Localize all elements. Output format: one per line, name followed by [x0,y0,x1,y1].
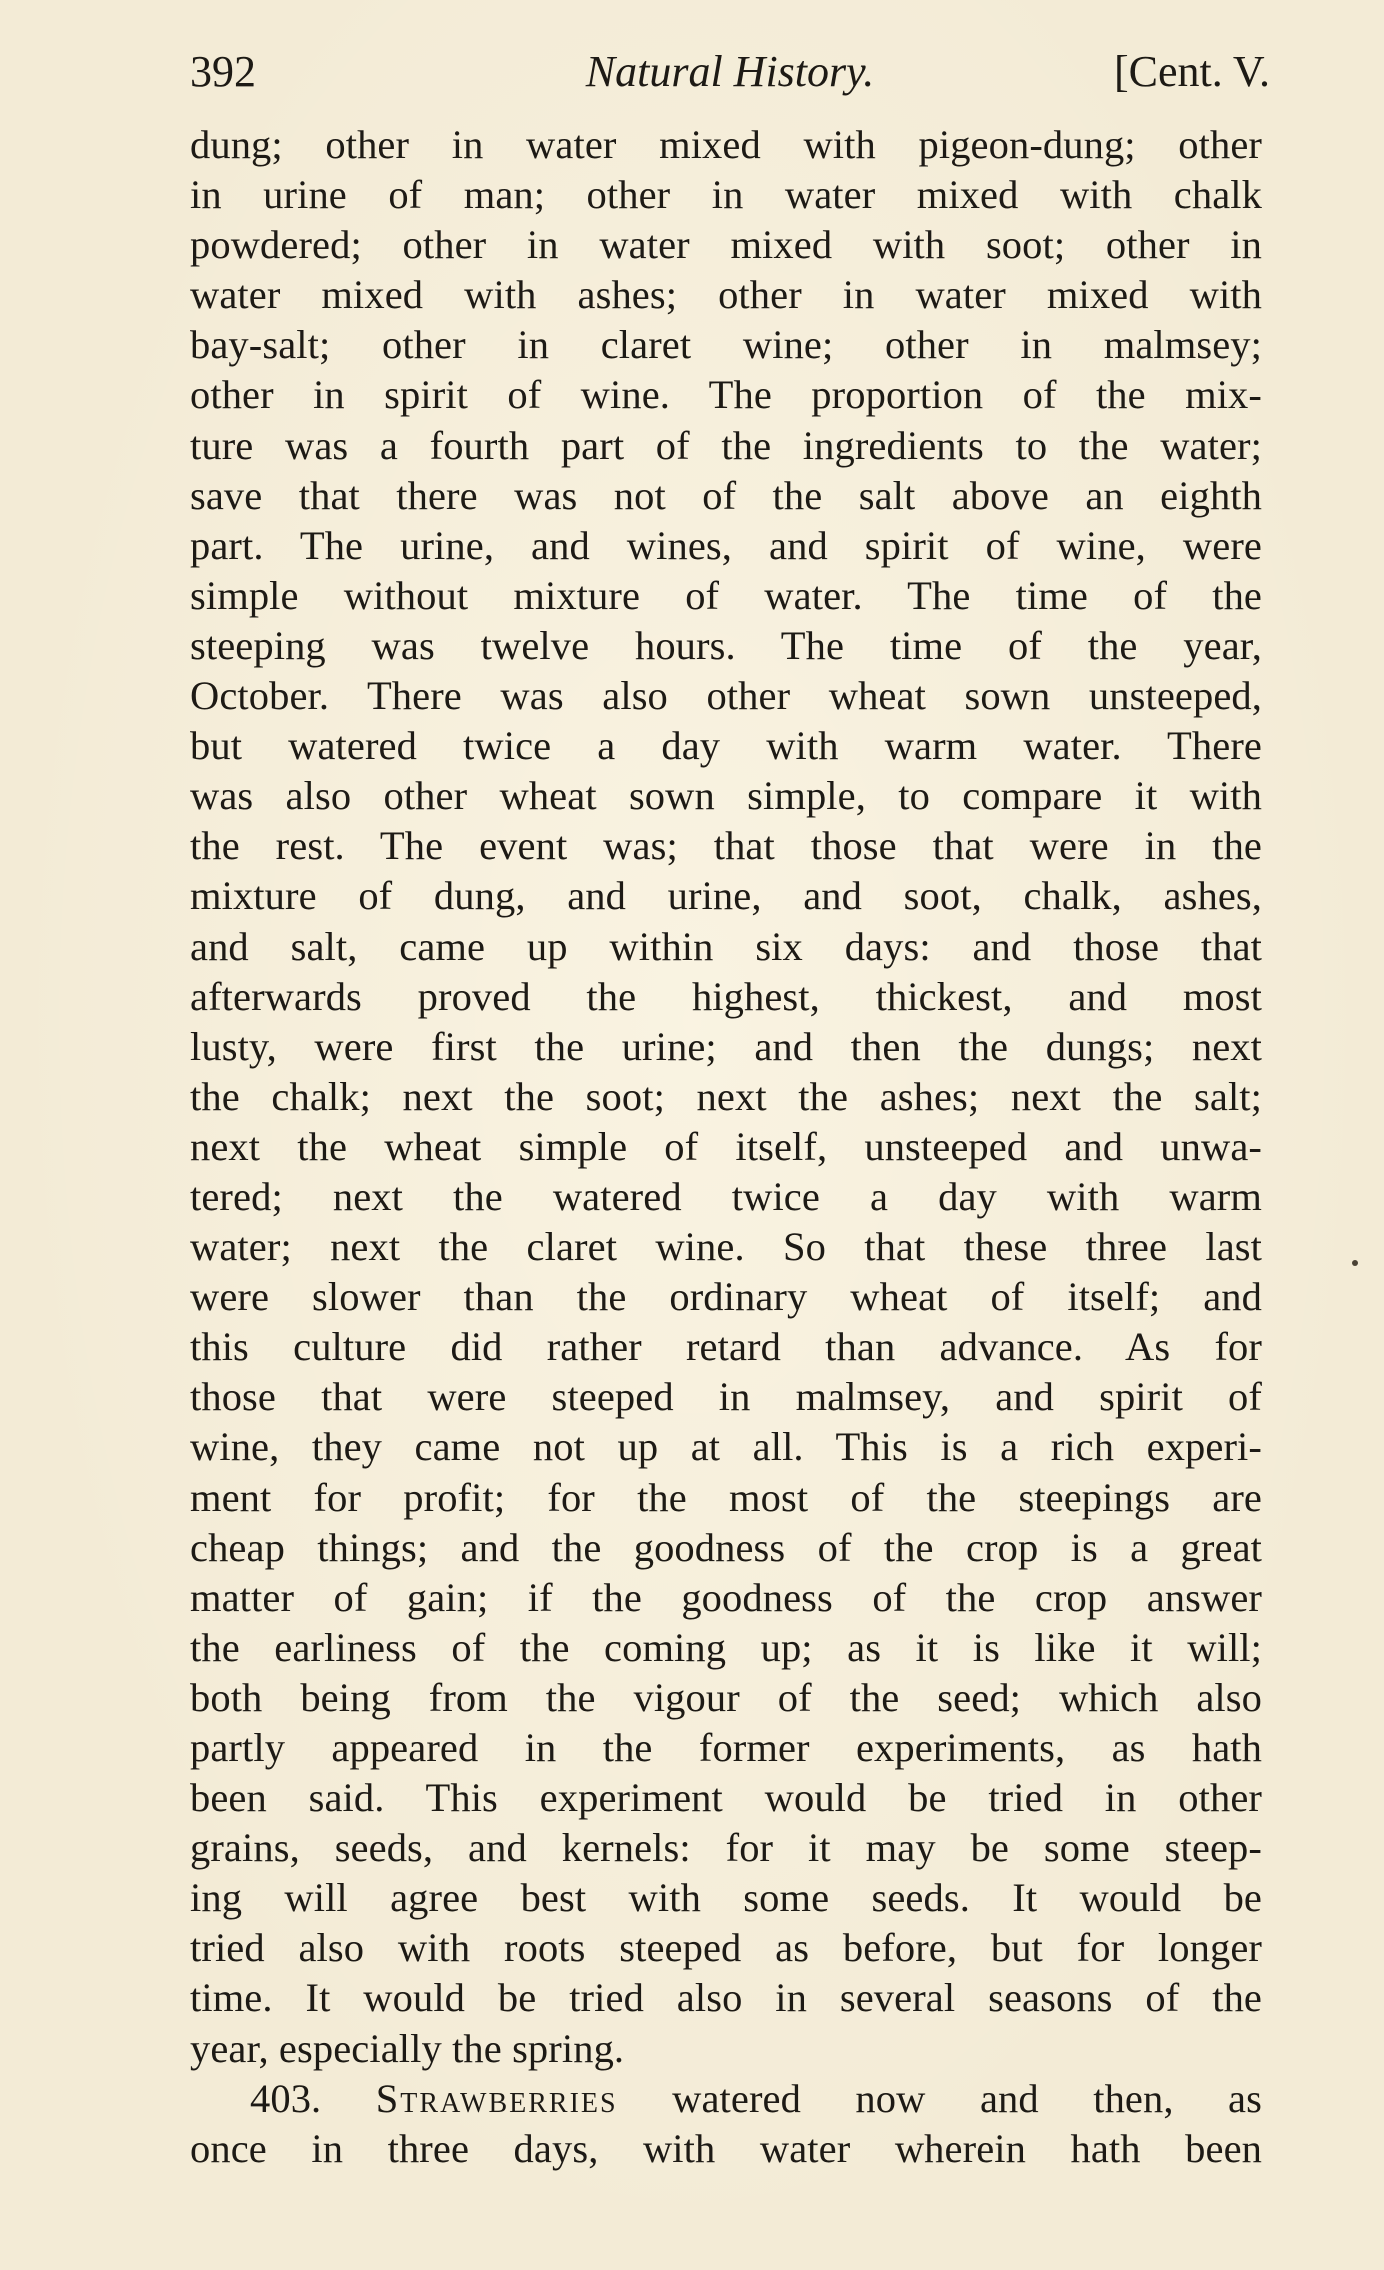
text-line: both being from the vigour of the seed; which also [190,1674,1262,1720]
text-line: in urine of man; other in water mixed with chalk [190,172,1262,218]
text-line: was also other wheat sown simple, to compare it with [190,773,1262,819]
text-line: powdered; other in water mixed with soot; other in [190,222,1262,268]
running-title: Natural History. [585,47,875,96]
text-line: afterwards proved the highest, thickest, and most [190,973,1262,1019]
text-line: been said. This experiment would be tried in other [190,1775,1262,1821]
text-line: matter of gain; if the goodness of the crop answer [190,1574,1262,1620]
paragraph-number: 403. [250,2075,322,2121]
paragraph-lead-word: Strawberries [375,2075,618,2121]
text-line: grains, seeds, and kernels: for it may be some steep- [190,1825,1262,1871]
text-line: time. It would be tried also in several seasons of the [190,1975,1262,2021]
text-line: the chalk; next the soot; next the ashes; next the salt; [190,1073,1262,1119]
text-line: once in three days, with water wherein hath been [190,2125,1262,2171]
text-line: bay-salt; other in claret wine; other in malmsey; [190,322,1262,368]
text-line: simple without mixture of water. The time of the [190,572,1262,618]
text-line: part. The urine, and wines, and spirit of wine, were [190,522,1262,568]
text-line: ture was a fourth part of the ingredients to the water; [190,422,1262,468]
section-reference: [Cent. V. [1113,47,1270,96]
text-line: and salt, came up within six days: and those that [190,923,1262,969]
body-text [190,120,1262,2174]
text-line: steeping was twelve hours. The time of the year, [190,622,1262,668]
ink-speck [1352,1260,1358,1266]
text-line: wine, they came not up at all. This is a rich experi- [190,1424,1262,1470]
text-line: ment for profit; for the most of the steepings are [190,1474,1262,1520]
text-line: cheap things; and the goodness of the crop is a great [190,1524,1262,1570]
paragraph-403-first-line [190,2074,1262,2124]
text-line: tried also with roots steeped as before, but for longer [190,1925,1262,1971]
paragraph-403-continuation: watered now and then, as [672,2075,1262,2121]
text-line: the rest. The event was; that those that were in the [190,823,1262,869]
text-line: October. There was also other wheat sown unsteeped, [190,673,1262,719]
text-line: but watered twice a day with warm water. There [190,723,1262,769]
text-line: those that were steeped in malmsey, and spirit of [190,1374,1262,1420]
text-line: other in spirit of wine. The proportion of the mix- [190,372,1262,418]
text-line: ing will agree best with some seeds. It would be [190,1875,1262,1921]
text-line: were slower than the ordinary wheat of itself; and [190,1274,1262,1320]
text-line: water; next the claret wine. So that these three last [190,1224,1262,1270]
text-line: partly appeared in the former experiments, as hath [190,1725,1262,1770]
paragraph-end-line: year, especially the spring. [190,2025,625,2071]
text-line: the earliness of the coming up; as it is like it will; [190,1624,1262,1670]
page-header [190,42,1270,102]
text-line: save that there was not of the salt above an eighth [190,472,1262,518]
text-line: lusty, were first the urine; and then the dungs; next [190,1023,1262,1069]
text-line: this culture did rather retard than advance. As for [190,1324,1262,1370]
text-line: water mixed with ashes; other in water mixed with [190,272,1262,318]
text-line: next the wheat simple of itself, unsteeped and unwa- [190,1123,1262,1169]
text-line: mixture of dung, and urine, and soot, chalk, ashes, [190,873,1262,919]
page-number: 392 [190,47,256,96]
text-line: tered; next the watered twice a day with warm [190,1173,1262,1219]
text-line: dung; other in water mixed with pigeon-dung; other [190,122,1262,167]
